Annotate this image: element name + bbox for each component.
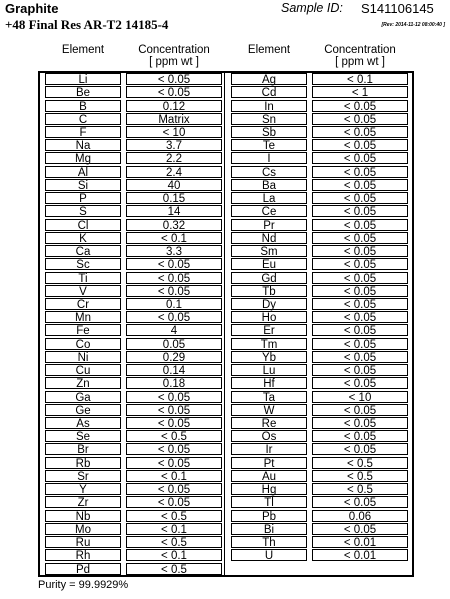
left-element-cell: Se (45, 430, 121, 442)
left-element-cell: Rh (45, 549, 121, 561)
right-element-cell: Sm (231, 245, 307, 257)
right-element-cell: Re (231, 417, 307, 429)
left-concentration-cell: < 0.1 (126, 470, 222, 482)
right-concentration-cell: < 0.05 (312, 126, 408, 138)
left-concentration-cell: < 0.1 (126, 523, 222, 535)
right-concentration-header (312, 44, 408, 68)
left-element-cell: Ru (45, 536, 121, 548)
right-concentration-cell: < 0.01 (312, 549, 408, 561)
left-element-cell: Ca (45, 245, 121, 257)
right-concentration-cell: < 0.05 (312, 324, 408, 336)
right-element-cell: Er (231, 324, 307, 336)
left-concentration-cell: < 0.5 (126, 536, 222, 548)
right-concentration-cell: < 0.05 (312, 430, 408, 442)
left-concentration-cell: < 10 (126, 126, 222, 138)
right-element-cell: Tm (231, 338, 307, 350)
left-concentration-cell: < 0.5 (126, 563, 222, 575)
right-concentration-cell: < 0.05 (312, 338, 408, 350)
right-element-cell: Nd (231, 232, 307, 244)
left-element-cell: Y (45, 483, 121, 495)
left-element-cell: As (45, 417, 121, 429)
left-unit-label: [ ppm wt ] (149, 56, 199, 68)
right-element-cell: Ho (231, 311, 307, 323)
right-concentration-cell: < 0.5 (312, 483, 408, 495)
right-element-cell: Bi (231, 523, 307, 535)
purity-value: Purity = 99.9929% (38, 579, 129, 591)
right-concentration-cell: < 10 (312, 391, 408, 403)
lot-description: +48 Final Res AR-T2 14185-4 (5, 17, 169, 32)
right-element-cell: U (231, 549, 307, 561)
left-element-cell: Sc (45, 258, 121, 270)
right-concentration-cell: < 0.05 (312, 311, 408, 323)
left-element-cell: Ge (45, 404, 121, 416)
right-concentration-cell: < 0.05 (312, 298, 408, 310)
left-concentration-label: Concentration (138, 44, 210, 56)
left-element-cell: Fe (45, 324, 121, 336)
left-element-cell: Zn (45, 377, 121, 389)
right-element-cell: Tl (231, 496, 307, 508)
left-element-cell: Rb (45, 457, 121, 469)
right-concentration-cell: < 0.01 (312, 536, 408, 548)
right-concentration-cell: < 0.05 (312, 245, 408, 257)
table-center-divider (224, 71, 225, 577)
left-concentration-cell: 2.2 (126, 152, 222, 164)
left-element-cell: Ga (45, 391, 121, 403)
right-element-header (231, 44, 307, 56)
left-concentration-cell: 0.1 (126, 298, 222, 310)
right-concentration-cell: < 0.05 (312, 166, 408, 178)
left-concentration-cell: < 0.05 (126, 258, 222, 270)
right-element-cell: Cd (231, 86, 307, 98)
left-concentration-cell: < 0.05 (126, 417, 222, 429)
left-concentration-cell: 4 (126, 324, 222, 336)
right-element-cell: Eu (231, 258, 307, 270)
right-concentration-cell: < 0.05 (312, 219, 408, 231)
left-element-cell: F (45, 126, 121, 138)
left-element-cell: Li (45, 73, 121, 85)
right-concentration-cell: < 0.1 (312, 73, 408, 85)
right-concentration-cell: < 0.05 (312, 443, 408, 455)
right-element-cell: Tb (231, 285, 307, 297)
right-element-cell: Pr (231, 219, 307, 231)
right-element-cell: Gd (231, 272, 307, 284)
right-concentration-cell: 0.06 (312, 510, 408, 522)
left-concentration-cell: 0.29 (126, 351, 222, 363)
left-concentration-cell: < 0.5 (126, 510, 222, 522)
left-element-cell: Br (45, 443, 121, 455)
sample-id-value: S141106145 (361, 1, 434, 16)
left-concentration-cell: 3.3 (126, 245, 222, 257)
left-concentration-cell: < 0.05 (126, 457, 222, 469)
left-element-cell: Pd (45, 563, 121, 575)
left-concentration-cell: 0.05 (126, 338, 222, 350)
left-concentration-cell: Matrix (126, 113, 222, 125)
left-element-header (45, 44, 121, 56)
left-element-header-label: Element (61, 44, 105, 56)
left-concentration-cell: < 0.05 (126, 443, 222, 455)
right-element-cell: In (231, 100, 307, 112)
left-concentration-cell: 0.12 (126, 100, 222, 112)
revision-stamp: [Rev: 2014-11-12 08:00:40 ] (381, 22, 445, 28)
right-concentration-label: Concentration (324, 44, 396, 56)
left-concentration-cell: < 0.05 (126, 86, 222, 98)
left-element-cell: Nb (45, 510, 121, 522)
right-concentration-cell: < 0.5 (312, 457, 408, 469)
left-element-cell: S (45, 205, 121, 217)
left-concentration-cell: 40 (126, 179, 222, 191)
right-element-cell: Ba (231, 179, 307, 191)
left-concentration-cell: 0.14 (126, 364, 222, 376)
right-concentration-cell: < 0.5 (312, 470, 408, 482)
right-element-cell: Hf (231, 377, 307, 389)
left-element-cell: Cl (45, 219, 121, 231)
left-concentration-cell: 0.15 (126, 192, 222, 204)
left-element-cell: Al (45, 166, 121, 178)
right-element-cell: W (231, 404, 307, 416)
right-concentration-cell: < 0.05 (312, 404, 408, 416)
left-concentration-cell: < 0.5 (126, 430, 222, 442)
left-element-cell: Mn (45, 311, 121, 323)
right-element-cell: Pt (231, 457, 307, 469)
left-element-cell: P (45, 192, 121, 204)
left-element-cell: Mg (45, 152, 121, 164)
left-element-cell: Ti (45, 272, 121, 284)
left-element-cell: Be (45, 86, 121, 98)
right-concentration-cell: < 0.05 (312, 258, 408, 270)
right-concentration-cell: < 0.05 (312, 523, 408, 535)
left-element-cell: C (45, 113, 121, 125)
right-element-cell: Sn (231, 113, 307, 125)
left-element-cell: Na (45, 139, 121, 151)
right-concentration-cell: < 0.05 (312, 139, 408, 151)
left-element-cell: Ni (45, 351, 121, 363)
right-concentration-cell: < 0.05 (312, 179, 408, 191)
right-concentration-cell: < 0.05 (312, 152, 408, 164)
left-concentration-cell: < 0.05 (126, 311, 222, 323)
right-concentration-cell: < 0.05 (312, 272, 408, 284)
right-unit-label: [ ppm wt ] (335, 56, 385, 68)
right-element-cell: Ta (231, 391, 307, 403)
right-concentration-cell: < 0.05 (312, 205, 408, 217)
left-concentration-cell: 2.4 (126, 166, 222, 178)
right-concentration-cell: < 1 (312, 86, 408, 98)
left-concentration-cell: 3.7 (126, 139, 222, 151)
left-concentration-cell: < 0.05 (126, 285, 222, 297)
left-concentration-cell: < 0.05 (126, 272, 222, 284)
left-concentration-cell: 0.18 (126, 377, 222, 389)
left-concentration-cell: < 0.05 (126, 73, 222, 85)
right-element-cell: Ir (231, 443, 307, 455)
right-element-header-label: Element (247, 44, 291, 56)
right-element-cell: Te (231, 139, 307, 151)
right-element-cell: Dy (231, 298, 307, 310)
right-element-cell: Pb (231, 510, 307, 522)
right-concentration-cell: < 0.05 (312, 377, 408, 389)
left-element-cell: B (45, 100, 121, 112)
left-concentration-cell: < 0.05 (126, 404, 222, 416)
left-concentration-cell: < 0.05 (126, 391, 222, 403)
right-element-cell: Sb (231, 126, 307, 138)
left-element-cell: V (45, 285, 121, 297)
right-element-cell: La (231, 192, 307, 204)
left-element-cell: Co (45, 338, 121, 350)
right-concentration-cell: < 0.05 (312, 232, 408, 244)
left-concentration-cell: < 0.1 (126, 232, 222, 244)
left-element-cell: Si (45, 179, 121, 191)
right-element-cell: Lu (231, 364, 307, 376)
right-concentration-cell: < 0.05 (312, 496, 408, 508)
right-element-cell: Au (231, 470, 307, 482)
right-concentration-cell: < 0.05 (312, 364, 408, 376)
left-element-cell: Cr (45, 298, 121, 310)
left-element-cell: Mo (45, 523, 121, 535)
right-concentration-cell: < 0.05 (312, 417, 408, 429)
left-element-cell: Sr (45, 470, 121, 482)
right-element-cell: I (231, 152, 307, 164)
right-concentration-cell: < 0.05 (312, 285, 408, 297)
left-concentration-cell: < 0.05 (126, 496, 222, 508)
right-concentration-cell: < 0.05 (312, 113, 408, 125)
right-element-cell: Yb (231, 351, 307, 363)
sample-id-label: Sample ID: (281, 1, 343, 15)
left-element-cell: Cu (45, 364, 121, 376)
right-element-cell: Ce (231, 205, 307, 217)
right-concentration-cell: < 0.05 (312, 100, 408, 112)
right-element-cell: Os (231, 430, 307, 442)
right-element-cell: Hg (231, 483, 307, 495)
left-element-cell: Zr (45, 496, 121, 508)
left-concentration-cell: < 0.1 (126, 549, 222, 561)
left-concentration-header (126, 44, 222, 68)
left-element-cell: K (45, 232, 121, 244)
right-element-cell: Th (231, 536, 307, 548)
material-name: Graphite (5, 1, 59, 16)
left-concentration-cell: < 0.05 (126, 483, 222, 495)
left-concentration-cell: 14 (126, 205, 222, 217)
right-concentration-cell: < 0.05 (312, 192, 408, 204)
right-concentration-cell: < 0.05 (312, 351, 408, 363)
right-element-cell: Cs (231, 166, 307, 178)
left-concentration-cell: 0.32 (126, 219, 222, 231)
right-element-cell: Ag (231, 73, 307, 85)
